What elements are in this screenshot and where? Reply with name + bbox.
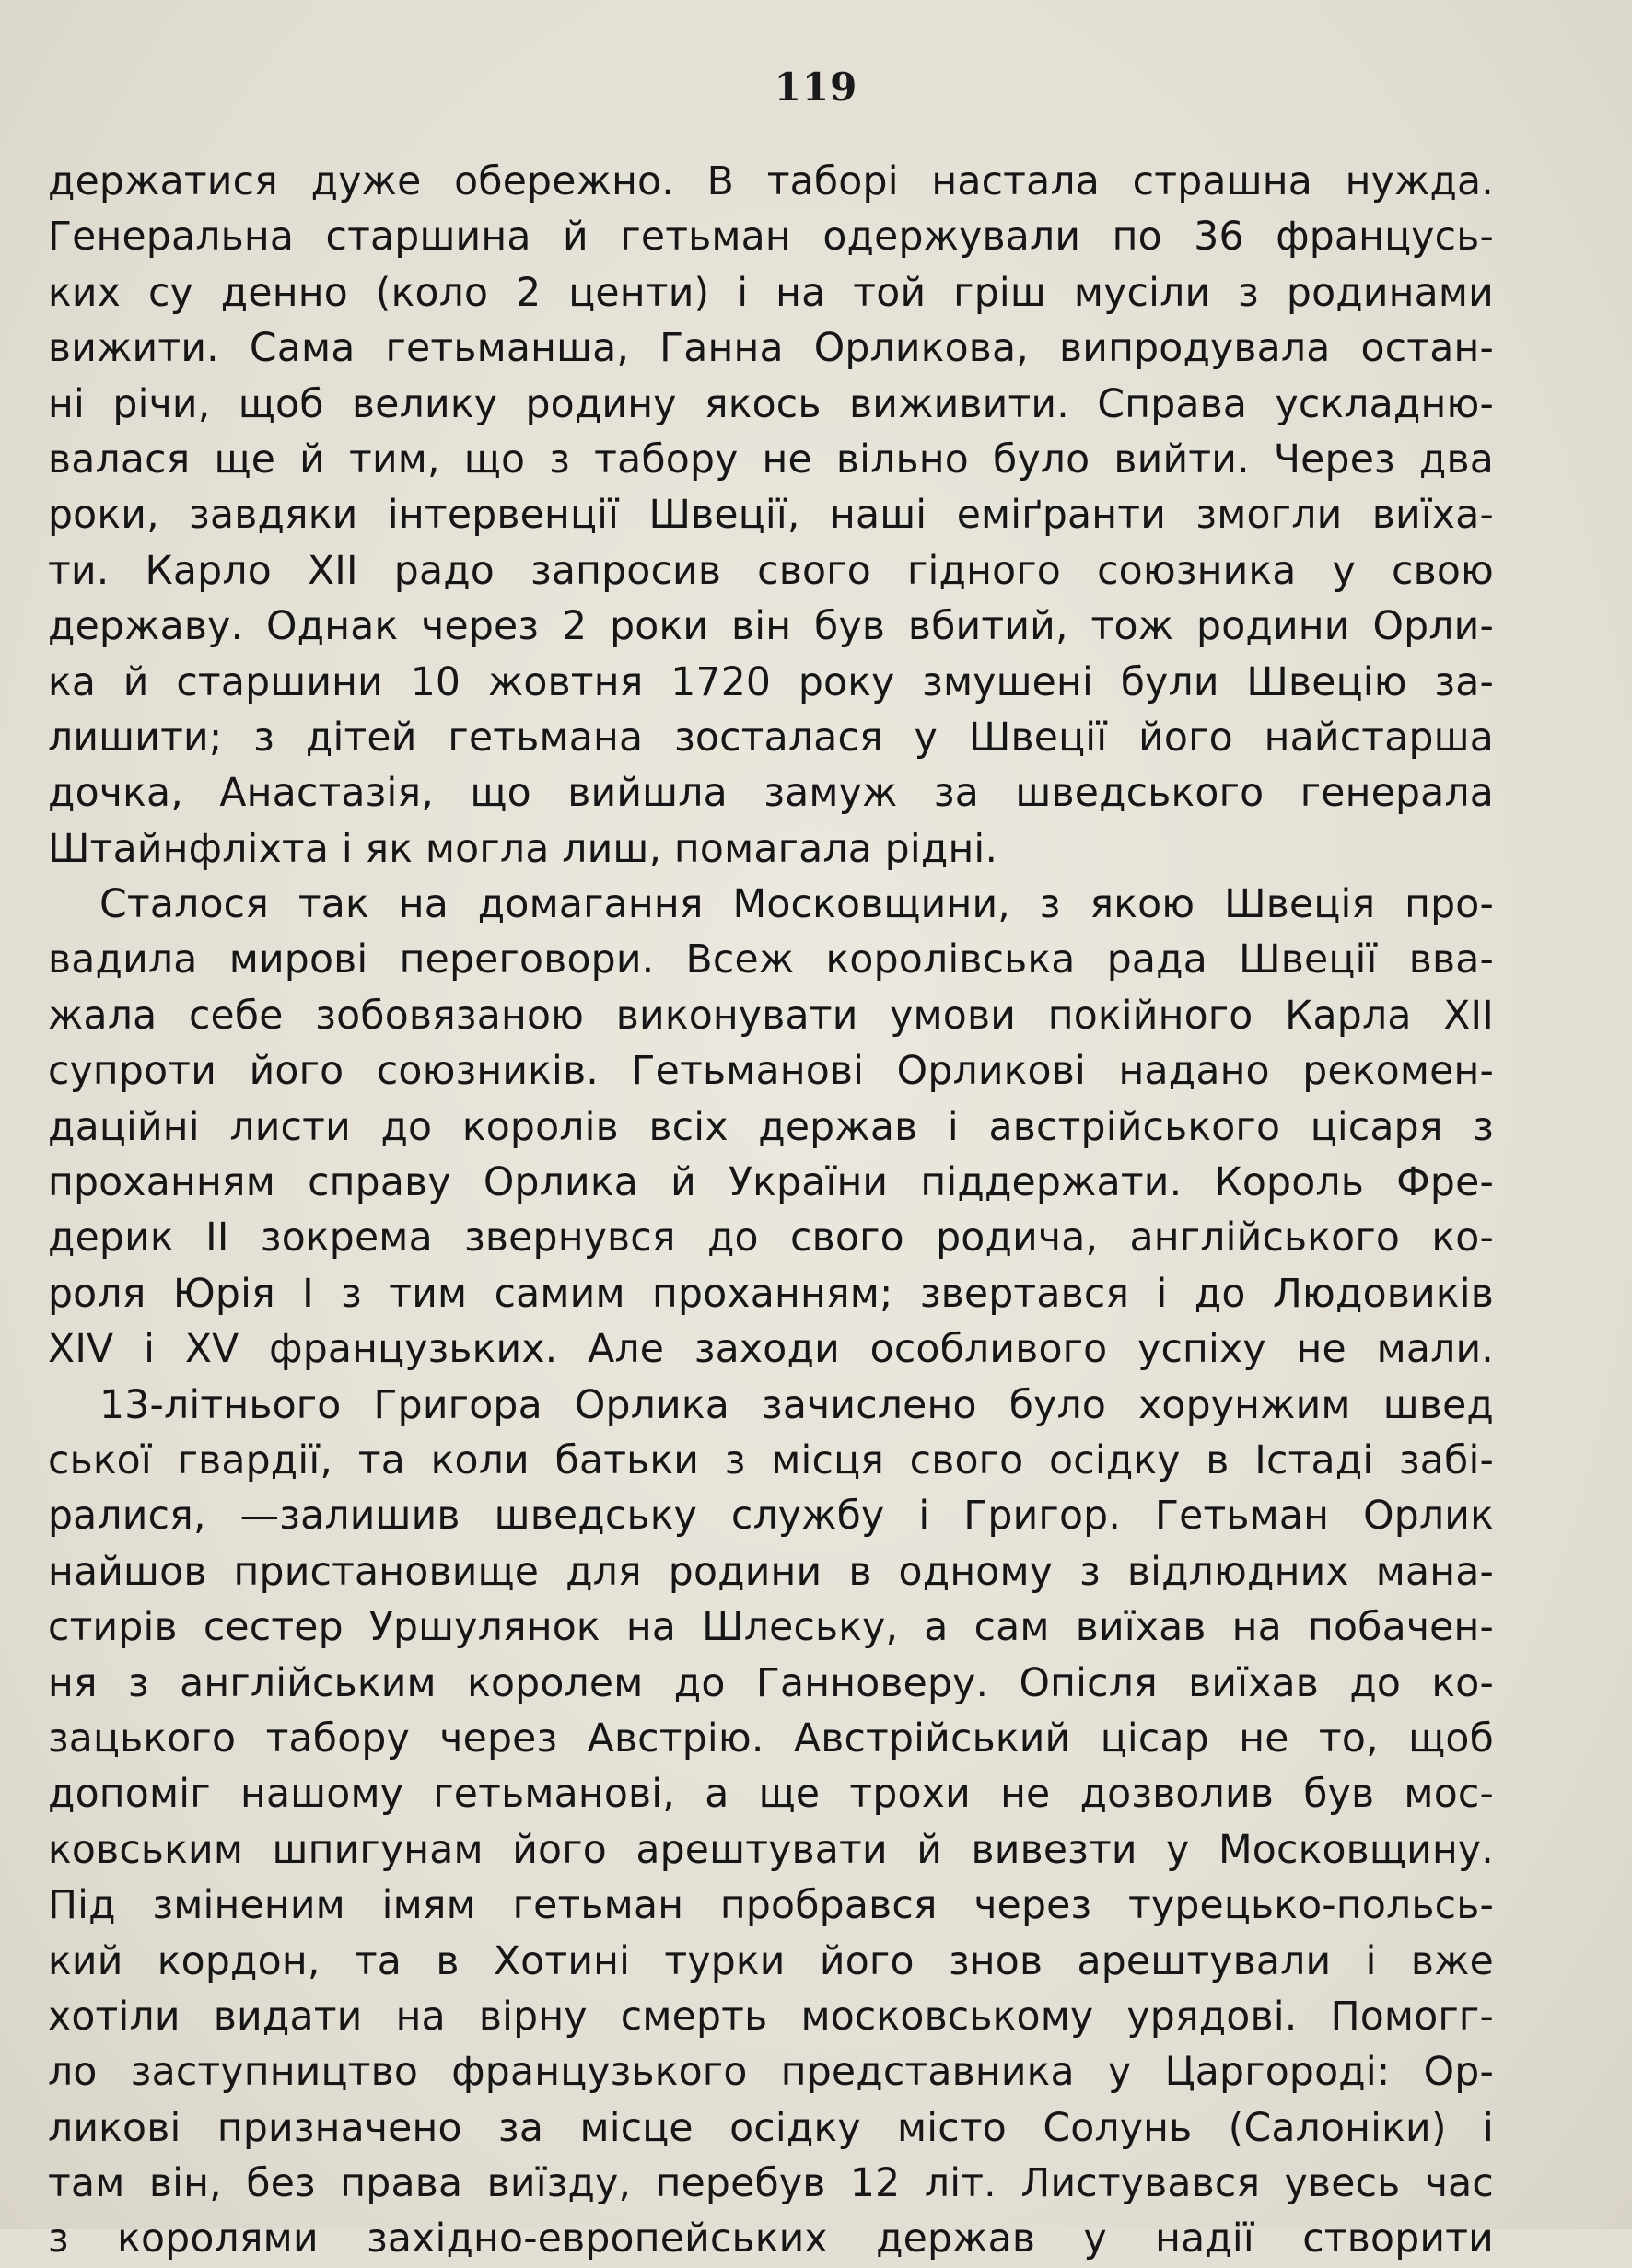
text-line: хотіли видати на вірну смерть московському урядові. Помогг- (48, 1994, 1494, 2040)
text-line: даційні листи до королів всіх держав і австрійського цісаря з (48, 1104, 1494, 1150)
text-line: дочка, Анастазія, що вийшла замуж за шведського генерала (48, 771, 1494, 817)
text-line: валася ще й тим, що з табору не вільно було вийти. Через два (48, 436, 1494, 483)
text-line: роля Юрія I з тим самим проханням; звертався і до Людовиків (48, 1271, 1494, 1317)
page-number: 119 (774, 64, 858, 110)
text-line: допоміг нашому гетьманові, а ще трохи не дозволив був мос- (48, 1772, 1494, 1818)
text-line: ковським шпигунам його арештувати й вивезти у Московщину. (48, 1827, 1494, 1873)
text-line: дерик II зокрема звернувся до свого родича, англійського ко- (48, 1215, 1494, 1262)
text-line: Генеральна старшина й гетьман одержували по 36 францусь- (48, 215, 1494, 261)
text-line: Під зміненим імям гетьман пробрався через турецько-польсь- (48, 1883, 1494, 1929)
text-line: кий кордон, та в Хотині турки його знов арештували і вже (48, 1938, 1494, 1984)
text-line: ких су денно (коло 2 центи) і на той гріш мусіли з родинами (48, 270, 1494, 316)
text-line: державу. Однак через 2 роки він був вбитий, тож родини Орли- (48, 604, 1494, 650)
text-line: 13-літнього Григора Орлика зачислено було хорунжим швед (99, 1382, 1494, 1428)
text-line: зацького табору через Австрію. Австрійський цісар не то, щоб (48, 1716, 1494, 1762)
body-text (48, 155, 1494, 2268)
text-line: ка й старшини 10 жовтня 1720 року змушені були Швецію за- (48, 659, 1494, 705)
text-line: держатися дуже обережно. В таборі настала страшна нужда. (48, 159, 1494, 204)
text-line: проханням справу Орлика й України піддержати. Король Фре- (48, 1160, 1494, 1206)
text-line: XIV і XV французьких. Але заходи особливого успіху не мали. (48, 1327, 1494, 1373)
text-line: стирів сестер Уршулянок на Шлеську, а сам виїхав на побачен- (48, 1605, 1494, 1651)
text-line: ликові призначено за місце осідку місто Солунь (Салоніки) і (48, 2105, 1494, 2151)
text-line: найшов пристановище для родини в одному з відлюдних мана- (48, 1549, 1494, 1595)
text-line: ня з англійським королем до Ганноверу. Опісля виїхав до ко- (48, 1660, 1494, 1706)
text-line: ні річи, щоб велику родину якось виживити. Справа ускладню- (48, 381, 1494, 427)
text-line: вадила мирові переговори. Всеж королівська рада Швеції вва- (48, 937, 1494, 983)
text-line: супроти його союзників. Гетьманові Орликові надано рекомен- (48, 1049, 1494, 1095)
text-line: жала себе зобовязаною виконувати умови покійного Карла XII (48, 993, 1494, 1039)
text-line: Сталося так на домагання Московщини, з якою Швеція про- (99, 882, 1494, 928)
text-line: ської гвардії, та коли батьки з місця свого осідку в Істаді забі- (48, 1437, 1494, 1483)
text-line: ло заступництво французького представника у Царгороді: Ор- (48, 2050, 1494, 2096)
text-line: вижити. Сама гетьманша, Ганна Орликова, випродувала остан- (48, 326, 1494, 372)
text-line: роки, завдяки інтервенції Швеції, наші еміґранти змогли виїха- (48, 493, 1494, 539)
text-line: ти. Карло XII радо запросив свого гідного союзника у свою (48, 548, 1494, 594)
text-line: ралися, —залишив шведську службу і Григор. Гетьман Орлик (48, 1494, 1494, 1540)
text-line: там він, без права виїзду, перебув 12 літ. Листувався увесь час (48, 2161, 1494, 2207)
text-line: лишити; з дітей гетьмана зосталася у Швеції його найстарша (48, 715, 1494, 761)
text-line: Штайнфліхта і як могла лиш, помагала рідні. (48, 826, 998, 872)
text-line: з королями західно-европейських держав у надії створити (48, 2216, 1494, 2262)
